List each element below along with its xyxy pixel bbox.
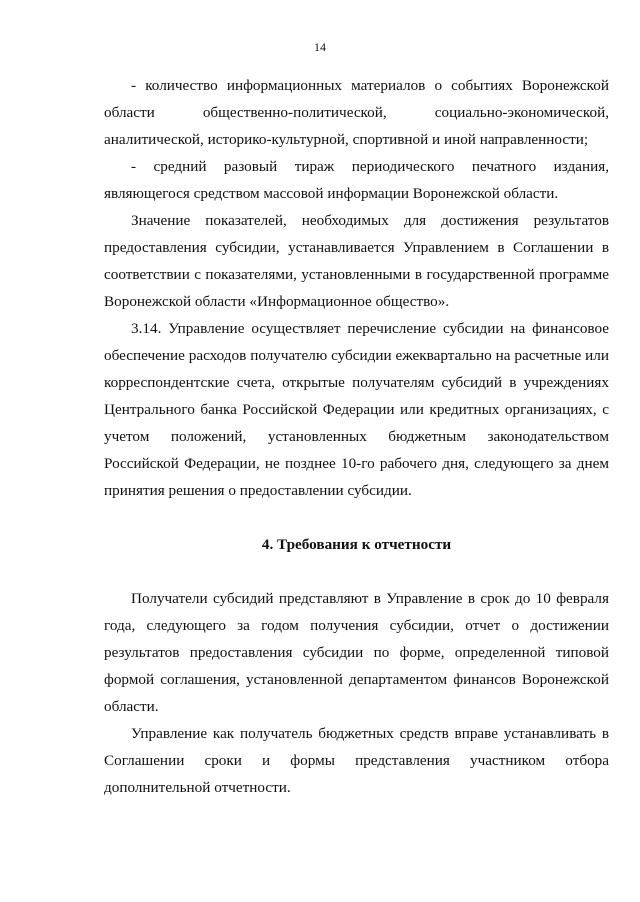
page-number: 14 (314, 40, 326, 54)
paragraph-indicator-circulation: - средний разовый тираж периодического печатного издания, являющегося средством массовой информации Воронежской области. (104, 158, 609, 202)
document-body (104, 72, 609, 801)
section-heading: 4. Требования к отчетности (261, 536, 452, 553)
paragraph-additional-reporting: Управление как получатель бюджетных средств вправе устанавливать в Соглашении сроки и формы представления участником отбора дополнительной отчетности. (104, 725, 609, 796)
paragraph-indicator-materials-count: - количество информационных материалов о событиях Воронежской области общественно-политической, социально-экономической, аналитической, историко-культурной, спортивной и иной направленности; (104, 77, 609, 148)
paragraph-3-14: 3.14. Управление осуществляет перечисление субсидии на финансовое обеспечение расходов получателю субсидии ежеквартально на расчетные или корреспондентские счета, открытые получателям субсидий в учреждениях Центрального банка Российской Федерации или кредитных организациях, с учетом положений, установленных бюджетным законодательством Российской Федерации, не позднее 10-го рабочего дня, следующего за днем принятия решения о предоставлении субсидии. (104, 320, 609, 499)
paragraph-indicator-values: Значение показателей, необходимых для достижения результатов предоставления субсидии, устанавливается Управлением в Соглашении в соответствии с показателями, установленными в государственной программе Воронежской области «Информационное общество». (104, 212, 609, 310)
paragraph-report-deadline: Получатели субсидий представляют в Управление в срок до 10 февраля года, следующего за годом получения субсидии, отчет о достижении результатов предоставления субсидии по форме, определенной типовой формой соглашения, установленной департаментом финансов Воронежской области. (104, 590, 609, 715)
